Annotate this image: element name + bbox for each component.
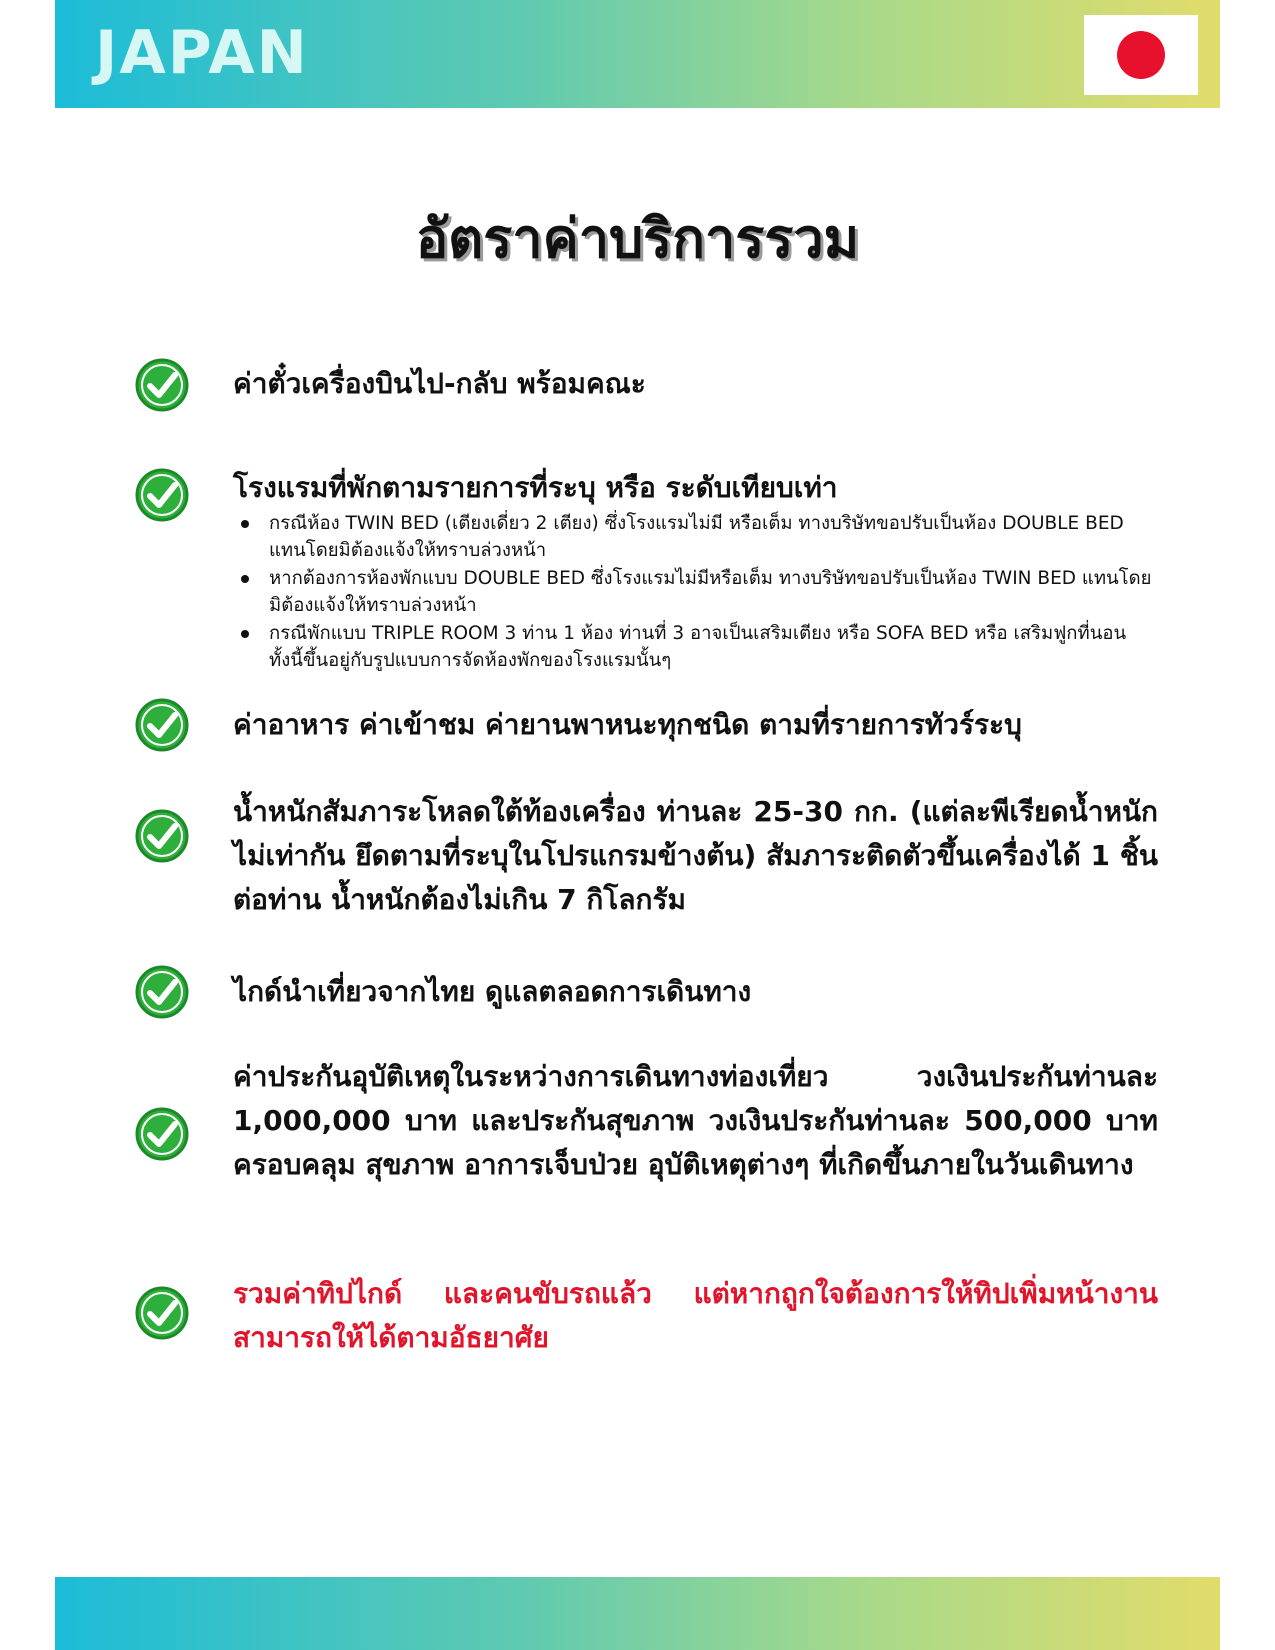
header-band: [55, 0, 1220, 108]
japan-flag-icon: [1084, 15, 1198, 95]
footer-band: [55, 1577, 1220, 1650]
item-baggage: น้ำหนักสัมภาระโหลดใต้ท้องเครื่อง ท่านละ 25-30 กก. (แต่ละพีเรียดน้ำหนักไม่เท่ากัน ยึดตามที่ระบุในโปรแกรมข้างต้น) สัมภาระติดตัวขึ้นเครื่องได้ 1 ชิ้น ต่อท่าน น้ำหนักต้องไม่เกิน 7 กิโลกรัม: [233, 795, 1158, 916]
flag-sun: [1117, 31, 1165, 79]
item-hotel: โรงแรมที่พักตามรายการที่ระบุ หรือ ระดับเทียบเท่า: [233, 471, 838, 504]
item-tips: รวมค่าทิปไกด์ และคนขับรถแล้ว แต่หากถูกใจต้องการให้ทิปเพิ่มหน้างาน สามารถให้ได้ตามอัธยาศัย: [233, 1277, 1158, 1354]
hotel-conditions-list: [233, 510, 1158, 675]
check-icon: [134, 964, 190, 1020]
check-icon: [134, 697, 190, 753]
item-airfare: ค่าตั๋วเครื่องบินไป-กลับ พร้อมคณะ: [233, 367, 646, 400]
list-item: กรณีพักแบบ TRIPLE ROOM 3 ท่าน 1 ห้อง ท่านที่ 3 อาจเป็นเสริมเตียง หรือ SOFA BED หรือ เสริมฟูกที่นอน ทั้งนี้ขึ้นอยู่กับรูปแบบการจัดห้องพักของโรงแรมนั้นๆ: [233, 620, 1158, 674]
list-item: กรณีห้อง TWIN BED (เตียงเดี่ยว 2 เตียง) ซึ่งโรงแรมไม่มี หรือเต็ม ทางบริษัทขอปรับเป็นห้อง DOUBLE BED แทนโดยมิต้องแจ้งให้ทราบล่วงหน้า: [233, 510, 1158, 564]
page-title: อัตราค่าบริการรวม: [415, 207, 860, 270]
item-meals-transport: ค่าอาหาร ค่าเข้าชม ค่ายานพาหนะทุกชนิด ตามที่รายการทัวร์ระบุ: [233, 708, 1022, 741]
check-icon: [134, 808, 190, 864]
check-icon: [134, 357, 190, 413]
check-icon: [134, 1285, 190, 1341]
check-icon: [134, 467, 190, 523]
country-title: JAPAN: [95, 18, 309, 88]
list-item: หากต้องการห้องพักแบบ DOUBLE BED ซึ่งโรงแรมไม่มีหรือเต็ม ทางบริษัทขอปรับเป็นห้อง TWIN BED แทนโดยมิต้องแจ้งให้ทราบล่วงหน้า: [233, 565, 1158, 619]
item-insurance: ค่าประกันอุบัติเหตุในระหว่างการเดินทางท่องเที่ยว วงเงินประกันท่านละ 1,000,000 บาท และประกันสุขภาพ วงเงินประกันท่านละ 500,000 บาท ครอบคลุม สุขภาพ อาการเจ็บป่วย อุบัติเหตุต่างๆ ที่เกิดขึ้นภายในวันเดินทาง: [233, 1060, 1158, 1181]
check-icon: [134, 1106, 190, 1162]
item-guide: ไกด์นำเที่ยวจากไทย ดูแลตลอดการเดินทาง: [233, 975, 752, 1008]
